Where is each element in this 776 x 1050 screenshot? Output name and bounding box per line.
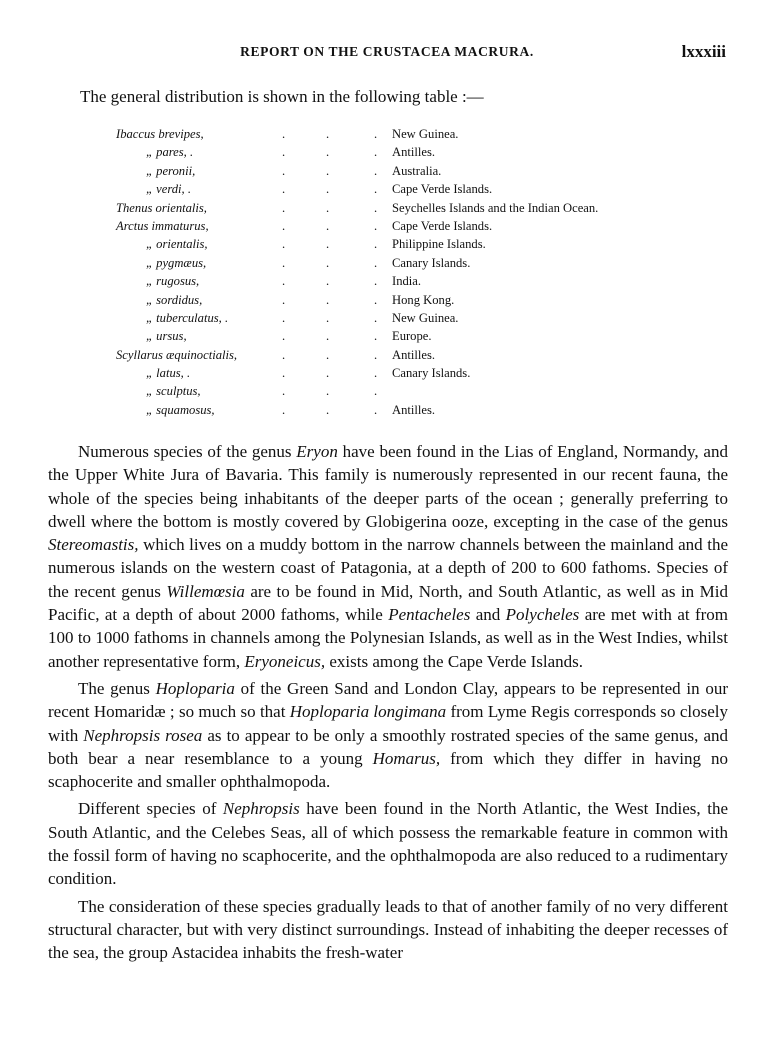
species-name: Scyllarus æquinoctialis, (116, 347, 238, 362)
running-header (48, 44, 726, 64)
species-name: Thenus orientalis, (116, 200, 207, 215)
species-name: „ tuberculatus, . (146, 310, 229, 325)
distribution-row: Thenus orientalis, . . . Seychelles Islands and the Indian Ocean. (116, 200, 599, 215)
paragraph-hoploparia: The genus Hoploparia of the Green Sand and London Clay, appears to be represented in our recent Homaridæ ; so much so that Hoploparia longimana from Lyme Regis corresponds so closely with Nephropsis rosea as to appear to be only a smoothly rostrated species of the same genus, and both bear a near resemblance to a young Homarus, from which they differ in having no scaphocerite and smaller ophthalmopoda. (48, 678, 728, 792)
species-location: Europe. (392, 329, 432, 344)
distribution-row: „ pygmæus, . . . Canary Islands. (146, 255, 471, 270)
species-name: „ pygmæus, (146, 255, 207, 270)
distribution-row: Scyllarus æquinoctialis, . . . Antilles. (116, 347, 436, 362)
distribution-row: „ peronii, . . . Australia. (146, 163, 442, 178)
distribution-row: „ latus, . . . . Canary Islands. (146, 366, 471, 381)
species-location: India. (392, 274, 422, 289)
species-location: Antilles. (392, 145, 436, 160)
species-name: „ rugosus, (146, 274, 200, 289)
species-location: Antilles. (392, 347, 436, 362)
species-name: „ pares, . (146, 145, 194, 160)
distribution-row: „ orientalis, . . . Philippine Islands. (146, 237, 486, 252)
distribution-row: Ibaccus brevipes, . . . New Guinea. (116, 127, 459, 141)
species-name: „ latus, . (146, 366, 191, 381)
species-name: „ peronii, (146, 163, 196, 178)
body-text (48, 440, 728, 965)
running-title: REPORT ON THE CRUSTACEA MACRURA. (240, 44, 534, 59)
paragraph-eryon: Numerous species of the genus Eryon have been found in the Lias of England, Normandy, and the Upper White Jura of Bavaria. This family is numerously represented in our recent fauna, the whole of the species being inhabitants of the deeper parts of the ocean ; generally preferring to dwell where the bottom is mostly covered by Globigerina ooze, excepting in the case of the genus Stereomastis, which lives on a muddy bottom in the narrow channels between the mainland and the numerous islands on the western coast of Patagonia, at a depth of 200 to 600 fathoms. Species of the recent genus Willemœsia are to be found in Mid, North, and South Atlantic, as well as in Mid Pacific, at a depth of about 2000 fathoms, while Pentacheles and Polycheles are met with at from 100 to 1000 fathoms in channels among the Polynesian Islands, as well as in the West Indies, whilst another representative form, Eryoneicus, exists among the Cape Verde Islands. (48, 442, 729, 671)
distribution-row: „ sordidus, . . . Hong Kong. (146, 292, 455, 307)
species-name: „ verdi, . (146, 182, 192, 197)
species-location: Hong Kong. (392, 292, 455, 307)
species-name: „ squamosus, (146, 402, 215, 417)
species-location: Seychelles Islands and the Indian Ocean. (392, 200, 599, 215)
distribution-row: „ ursus, . . . Europe. (146, 329, 432, 344)
distribution-row: „ pares, . . . . Antilles. (146, 145, 436, 160)
species-location: New Guinea. (392, 310, 459, 325)
species-location: Australia. (392, 163, 442, 178)
species-name: „ ursus, (146, 329, 187, 344)
species-location: Antilles. (392, 402, 436, 417)
distribution-row: „ squamosus, . . . Antilles. (146, 402, 436, 417)
species-name: „ sculptus, (146, 384, 201, 399)
species-name: Ibaccus brevipes, (116, 127, 204, 141)
paragraph-astacidea: The consideration of these species gradually leads to that of another family of no very different structural character, but with very distinct surroundings. Instead of inhabiting the deeper recesses of the sea, the group Astacidea inhabits the fresh-water (48, 896, 728, 963)
paragraph-nephropsis: Different species of Nephropsis have been found in the North Atlantic, the West Indies, the South Atlantic, and the Celebes Seas, all of which possess the remarkable feature in common with the fossil form of having no scaphocerite, and the ophthalmopoda are also reduced to a rudimentary condition. (48, 799, 728, 889)
distribution-row: Arctus immaturus, . . . Cape Verde Islands. (116, 218, 493, 233)
table-intro: The general distribution is shown in the following table :— (80, 87, 484, 106)
species-location: Cape Verde Islands. (392, 182, 493, 197)
species-location: Canary Islands. (392, 255, 471, 270)
distribution-row: „ verdi, . . . . Cape Verde Islands. (146, 182, 493, 197)
species-location: New Guinea. (392, 127, 459, 141)
species-location: Cape Verde Islands. (392, 218, 493, 233)
page-number: lxxxiii (681, 42, 726, 61)
species-location: Canary Islands. (392, 366, 471, 381)
distribution-row: „ rugosus, . . . India. (146, 274, 422, 289)
species-location: Philippine Islands. (392, 237, 486, 252)
species-name: Arctus immaturus, (116, 218, 209, 233)
distribution-row: „ tuberculatus, . . . . New Guinea. (146, 310, 459, 325)
distribution-row: „ sculptus, . . . (146, 384, 378, 399)
species-name: „ sordidus, (146, 292, 203, 307)
distribution-table (0, 127, 776, 421)
species-name: „ orientalis, (146, 237, 208, 252)
